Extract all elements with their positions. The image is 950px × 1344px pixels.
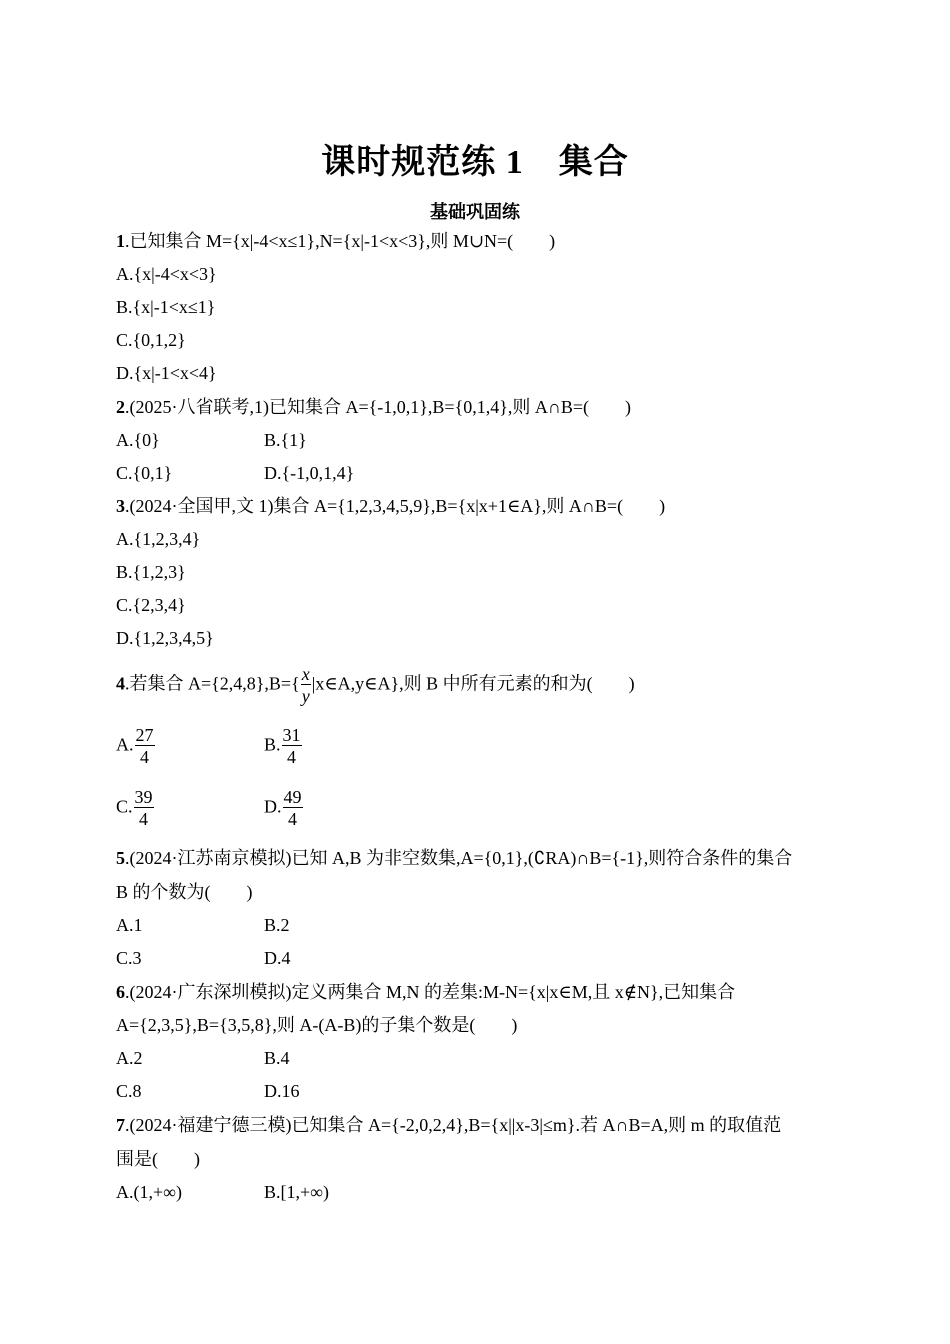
option-label: B. <box>264 734 281 755</box>
q6-option-c: C.8 <box>116 1081 142 1101</box>
fraction-numerator: 27 <box>135 725 154 745</box>
question-text: .(2025·八省联考,1)已知集合 A={-1,0,1},B={0,1,4},则 A∩B=( ) <box>125 397 631 417</box>
fraction-numerator: x <box>301 664 310 684</box>
q1-option-d: D.{x|-1<x<4} <box>116 363 217 383</box>
option-label: D. <box>264 796 282 817</box>
q3-option-c: C.{2,3,4} <box>116 595 186 615</box>
q5-option-b: B.2 <box>264 915 290 935</box>
question-1-stem <box>116 229 555 253</box>
q5-option-d: D.4 <box>264 948 291 968</box>
question-4-stem <box>116 664 635 707</box>
q4-option-b <box>264 725 303 768</box>
q1-option-b: B.{x|-1<x≤1} <box>116 297 216 317</box>
fraction <box>283 787 303 830</box>
fraction <box>282 725 302 768</box>
fraction-denominator: y <box>301 686 310 706</box>
fraction-numerator: 49 <box>283 787 302 807</box>
q4-option-c <box>116 787 155 830</box>
option-label: C. <box>116 796 133 817</box>
q7-option-b: B.[1,+∞) <box>264 1182 329 1202</box>
question-number: 5 <box>116 848 125 868</box>
fraction-numerator: 31 <box>282 725 301 745</box>
q5-option-a: A.1 <box>116 915 143 935</box>
q2-option-c: C.{0,1} <box>116 463 173 483</box>
q6-option-d: D.16 <box>264 1081 300 1101</box>
question-text: .已知集合 M={x|-4<x≤1},N={x|-1<x<3},则 M∪N=( ) <box>125 231 556 251</box>
q1-option-a: A.{x|-4<x<3} <box>116 264 217 284</box>
q5-option-c: C.3 <box>116 948 142 968</box>
question-2-stem <box>116 395 631 419</box>
question-text: .若集合 A={2,4,8},B={ <box>125 673 300 694</box>
question-5-stem-cont: B 的个数为( ) <box>116 882 253 902</box>
fraction <box>301 664 311 707</box>
q3-option-a: A.{1,2,3,4} <box>116 529 201 549</box>
q4-option-d <box>264 787 304 830</box>
q2-option-b: B.{1} <box>264 430 307 450</box>
fraction <box>134 787 154 830</box>
q3-option-b: B.{1,2,3} <box>116 562 186 582</box>
question-text: .(2024·江苏南京模拟)已知 A,B 为非空数集,A={0,1},(∁RA)∩B={-1},则符合条件的集合 <box>125 848 793 868</box>
q6-option-a: A.2 <box>116 1048 143 1068</box>
question-6-stem-cont: A={2,3,5},B={3,5,8},则 A-(A-B)的子集个数是( ) <box>116 1015 518 1035</box>
fraction-denominator: 4 <box>140 747 149 767</box>
section-heading: 基础巩固练 <box>430 202 520 222</box>
question-number: 6 <box>116 982 125 1002</box>
question-5-stem <box>116 846 792 870</box>
q6-option-b: B.4 <box>264 1048 290 1068</box>
question-text: .(2024·福建宁德三模)已知集合 A={-2,0,2,4},B={x||x-3|≤m}.若 A∩B=A,则 m 的取值范 <box>125 1115 782 1135</box>
fraction-numerator: 39 <box>134 787 153 807</box>
page-title: 课时规范练 1 集合 <box>321 144 629 181</box>
question-7-stem <box>116 1113 781 1137</box>
q4-option-a <box>116 725 156 768</box>
question-3-stem <box>116 494 665 518</box>
question-number: 4 <box>116 673 125 694</box>
question-text: |x∈A,y∈A},则 B 中所有元素的和为( ) <box>311 673 635 694</box>
q2-option-d: D.{-1,0,1,4} <box>264 463 355 483</box>
fraction-denominator: 4 <box>288 809 297 829</box>
question-text: .(2024·全国甲,文 1)集合 A={1,2,3,4,5,9},B={x|x+1∈A},则 A∩B=( ) <box>125 496 666 516</box>
question-number: 3 <box>116 496 125 516</box>
question-number: 7 <box>116 1115 125 1135</box>
question-7-stem-cont: 围是( ) <box>116 1149 200 1169</box>
fraction-denominator: 4 <box>287 747 297 767</box>
q3-option-d: D.{1,2,3,4,5} <box>116 628 214 648</box>
question-number: 1 <box>116 231 125 251</box>
q7-option-a: A.(1,+∞) <box>116 1182 182 1202</box>
q2-option-a: A.{0} <box>116 430 160 450</box>
q1-option-c: C.{0,1,2} <box>116 330 186 350</box>
fraction-denominator: 4 <box>139 809 149 829</box>
question-6-stem <box>116 980 735 1004</box>
question-number: 2 <box>116 397 125 417</box>
option-label: A. <box>116 734 134 755</box>
fraction <box>135 725 155 768</box>
question-text: .(2024·广东深圳模拟)定义两集合 M,N 的差集:M-N={x|x∈M,且 x∉N},已知集合 <box>125 982 736 1002</box>
